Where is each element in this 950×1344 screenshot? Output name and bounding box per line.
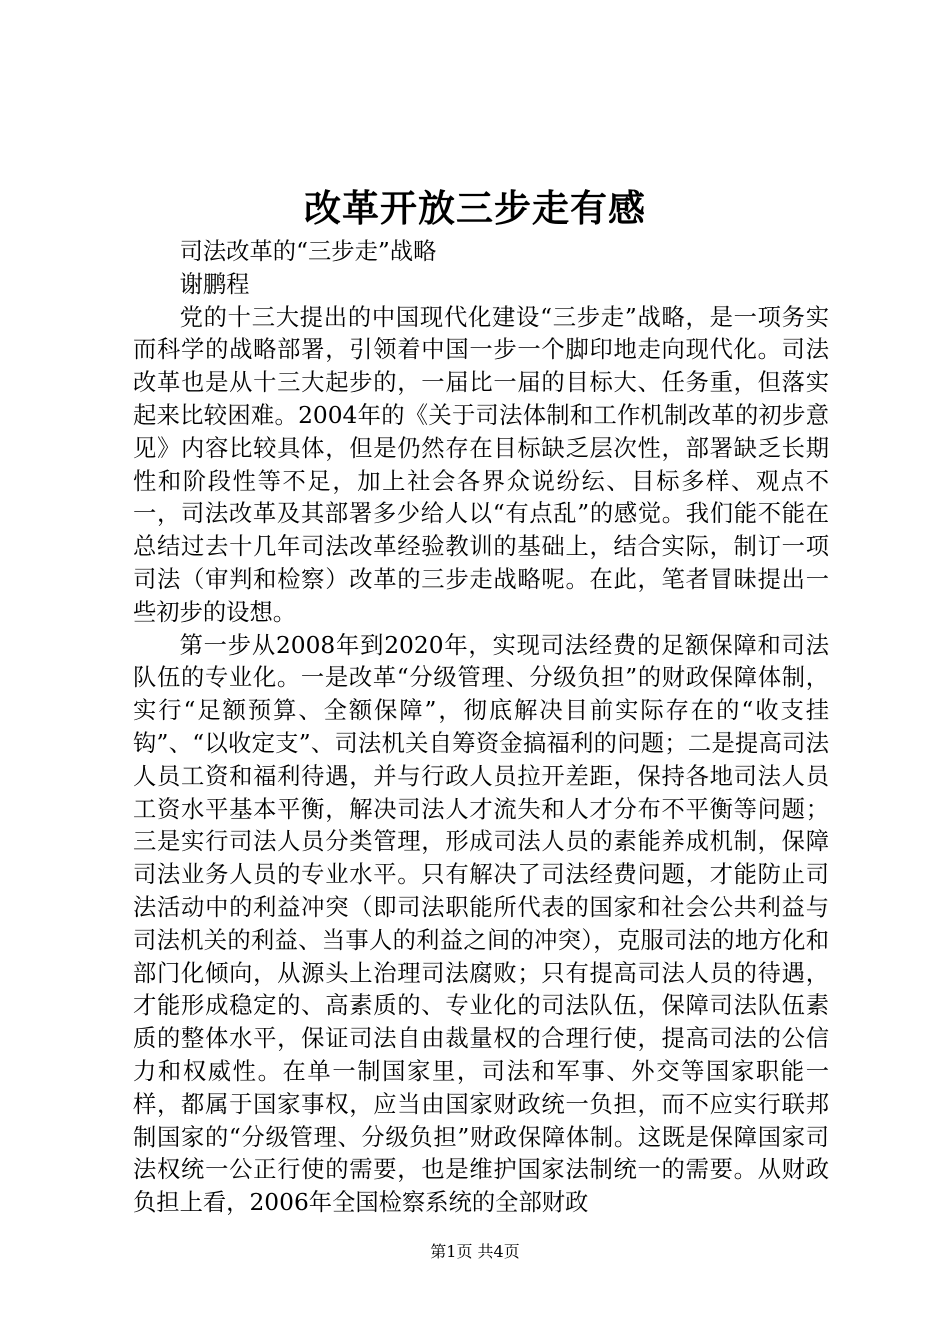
document-body	[133, 236, 829, 1220]
subtitle-paragraph: 司法改革的“三步走”战略	[179, 238, 437, 265]
body-paragraph: 党的十三大提出的中国现代化建设“三步走”战略，是一项务实而科学的战略部署，引领着中国一步一个脚印地走向现代化。司法改革也是从十三大起步的，一届比一届的目标大、任务重，但落实起来比较困难。2004年的《关于司法体制和工作机制改革的初步意见》内容比较具体，但是仍然存在目标缺乏层次性，部署缺乏长期性和阶段性等不足，加上社会各界众说纷纭、目标多样、观点不一，司法改革及其部署多少给人以“有点乱”的感觉。我们能不能在总结过去十几年司法改革经验教训的基础上，结合实际，制订一项司法（审判和检察）改革的三步走战略呢。在此，笔者冒昧提出一些初步的设想。	[133, 303, 829, 626]
body-paragraph: 第一步从2008年到2020年，实现司法经费的足额保障和司法队伍的专业化。一是改革“分级管理、分级负担”的财政保障体制，实行“足额预算、全额保障”，彻底解决目前实际存在的“收支挂钩”、“以收定支”、司法机关自筹资金搞福利的问题；二是提高司法人员工资和福利待遇，并与行政人员拉开差距，保持各地司法人员工资水平基本平衡，解决司法人才流失和人才分布不平衡等问题；三是实行司法人员分类管理，形成司法人员的素能养成机制，保障司法业务人员的专业水平。只有解决了司法经费问题，才能防止司法活动中的利益冲突（即司法职能所代表的国家和社会公共利益与司法机关的利益、当事人的利益之间的冲突），克服司法的地方化和部门化倾向，从源头上治理司法腐败；只有提高司法人员的待遇，才能形成稳定的、高素质的、专业化的司法队伍，保障司法队伍素质的整体水平，保证司法自由裁量权的合理行使，提高司法的公信力和权威性。在单一制国家里，司法和军事、外交等国家职能一样，都属于国家事权，应当由国家财政统一负担，而不应实行联邦制国家的“分级管理、分级负担”财政保障体制。这既是保障国家司法权统一公正行使的需要，也是维护国家法制统一的需要。从财政负担上看，2006年全国检察系统的全部财政	[133, 631, 829, 1217]
page-footer: 第1页 共4页	[430, 1242, 520, 1261]
author-paragraph: 谢鹏程	[179, 270, 250, 298]
document-title: 改革开放三步走有感	[304, 186, 646, 230]
